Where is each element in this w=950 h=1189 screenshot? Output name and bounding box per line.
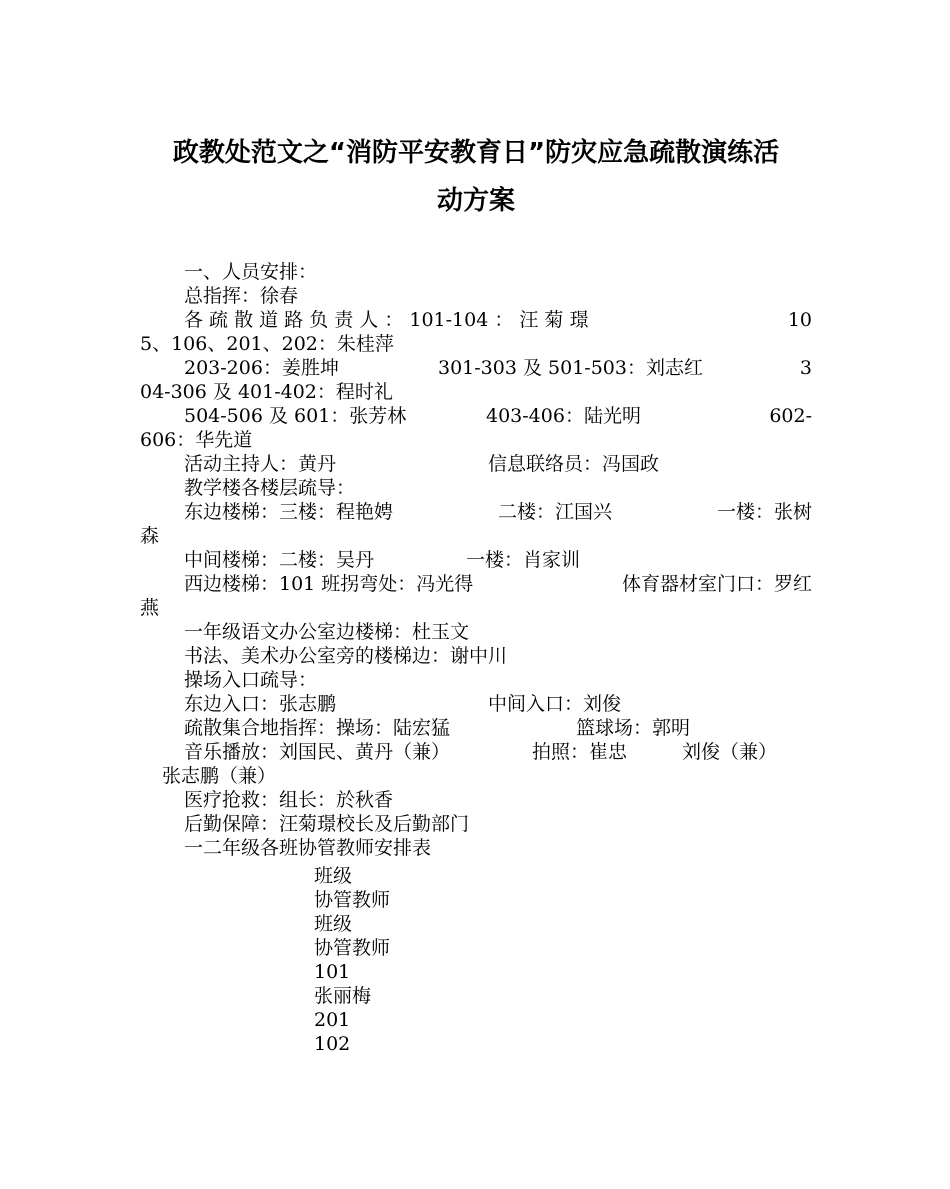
music-photo-cont: 张志鹏（兼）	[162, 765, 277, 787]
routes-2a: 203-206：姜胜坤	[184, 357, 339, 379]
routes-label: 各 疏 散 道 路 负 责 人 ： 101-104 ： 汪 菊 璟	[184, 309, 589, 331]
table-cell: 班级	[314, 865, 353, 887]
routes-line-1-cont: 5、106、201、202：朱桂萍	[140, 333, 394, 355]
east-stairs-3f: 东边楼梯：三楼：程艳娉	[184, 501, 394, 523]
table-cell: 201	[314, 1009, 351, 1031]
east-stairs-cont: 森	[140, 525, 160, 547]
table-cell: 张丽梅	[314, 985, 372, 1007]
west-stairs-equipment: 体育器材室门口：罗红	[621, 573, 812, 595]
logistics-line: 后勤保障：汪菊璟校长及后勤部门	[184, 813, 470, 835]
table-cell: 协管教师	[314, 937, 391, 959]
table-cell: 101	[314, 961, 351, 983]
photo: 拍照：崔忠	[532, 741, 628, 763]
routes-3a: 504-506 及 601：张芳林	[184, 405, 407, 427]
table-cell: 协管教师	[314, 889, 391, 911]
mid-entry: 中间入口：刘俊	[488, 693, 622, 715]
section-heading: 一、人员安排：	[184, 261, 318, 283]
music: 音乐播放：刘国民、黄丹（兼）	[184, 741, 451, 763]
photo-assist: 刘俊（兼）	[682, 741, 778, 763]
west-stairs-cont: 燕	[140, 597, 160, 619]
routes-line-1-end: 10	[787, 309, 812, 331]
routes-line-3-cont: 606：华先道	[140, 429, 253, 451]
mid-stairs-1f: 一楼：肖家训	[466, 549, 581, 571]
routes-line-2-cont: 04-306 及 401-402：程时礼	[140, 381, 393, 403]
document-title-line-1: 政教处范文之“消防平安教育日”防灾应急疏散演练活	[172, 138, 780, 168]
art-stairs: 书法、美术办公室旁的楼梯边：谢中川	[184, 645, 508, 667]
routes-3c: 602-	[769, 405, 812, 427]
assembly-basketball: 篮球场：郭明	[576, 717, 691, 739]
commander-line: 总指挥：徐春	[184, 285, 299, 307]
west-stairs-101: 西边楼梯：101 班拐弯处：冯光得	[184, 573, 474, 595]
document-title-line-2: 动方案	[436, 186, 515, 216]
grade1-stairs: 一年级语文办公室边楼梯：杜玉文	[184, 621, 470, 643]
table-cell: 班级	[314, 913, 353, 935]
host: 活动主持人：黄丹	[184, 453, 337, 475]
east-stairs-2f: 二楼：江国兴	[498, 501, 613, 523]
east-stairs-1f: 一楼：张树	[716, 501, 812, 523]
floor-guide-heading: 教学楼各楼层疏导：	[184, 477, 356, 499]
routes-2c: 3	[799, 357, 812, 379]
medical-line: 医疗抢救：组长：於秋香	[184, 789, 394, 811]
routes-2b: 301-303 及 501-503：刘志红	[438, 357, 703, 379]
routes-3b: 403-406：陆光明	[486, 405, 641, 427]
table-cell: 102	[314, 1033, 351, 1055]
assembly-field: 疏散集合地指挥：操场：陆宏猛	[184, 717, 451, 739]
east-entry: 东边入口：张志鹏	[184, 693, 337, 715]
liaison: 信息联络员：冯国政	[488, 453, 660, 475]
table-title: 一二年级各班协管教师安排表	[184, 837, 432, 859]
field-guide-heading: 操场入口疏导：	[184, 669, 318, 691]
mid-stairs-2f: 中间楼梯：二楼：吴丹	[184, 549, 375, 571]
